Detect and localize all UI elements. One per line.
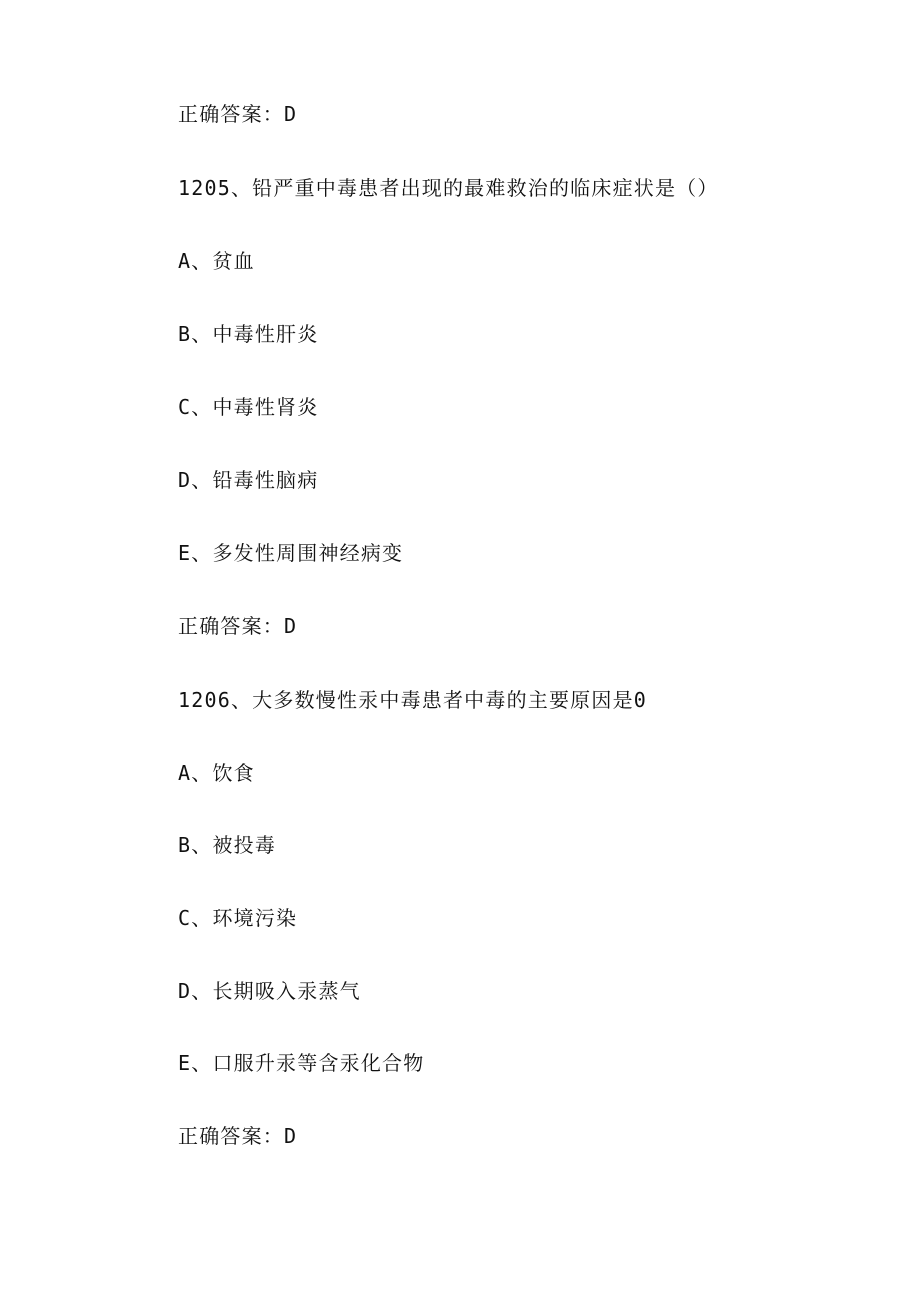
option-b: B、中毒性肝炎 bbox=[178, 322, 319, 346]
question-1205: 1205、铅严重中毒患者出现的最难救治的临床症状是（） bbox=[178, 176, 719, 200]
option-d: D、长期吸入汞蒸气 bbox=[178, 979, 361, 1003]
option-b: B、被投毒 bbox=[178, 833, 277, 857]
question-1206: 1206、大多数慢性汞中毒患者中毒的主要原因是0 bbox=[178, 688, 648, 712]
option-a: A、饮食 bbox=[178, 761, 255, 785]
answer-line: 正确答案：D bbox=[178, 614, 298, 638]
answer-line: 正确答案：D bbox=[178, 102, 298, 126]
option-e: E、多发性周围神经病变 bbox=[178, 541, 404, 565]
option-e: E、口服升汞等含汞化合物 bbox=[178, 1051, 425, 1075]
option-c: C、中毒性肾炎 bbox=[178, 395, 319, 419]
option-c: C、环境污染 bbox=[178, 906, 298, 930]
option-d: D、铅毒性脑病 bbox=[178, 468, 319, 492]
answer-line: 正确答案：D bbox=[178, 1124, 298, 1148]
option-a: A、贫血 bbox=[178, 249, 255, 273]
